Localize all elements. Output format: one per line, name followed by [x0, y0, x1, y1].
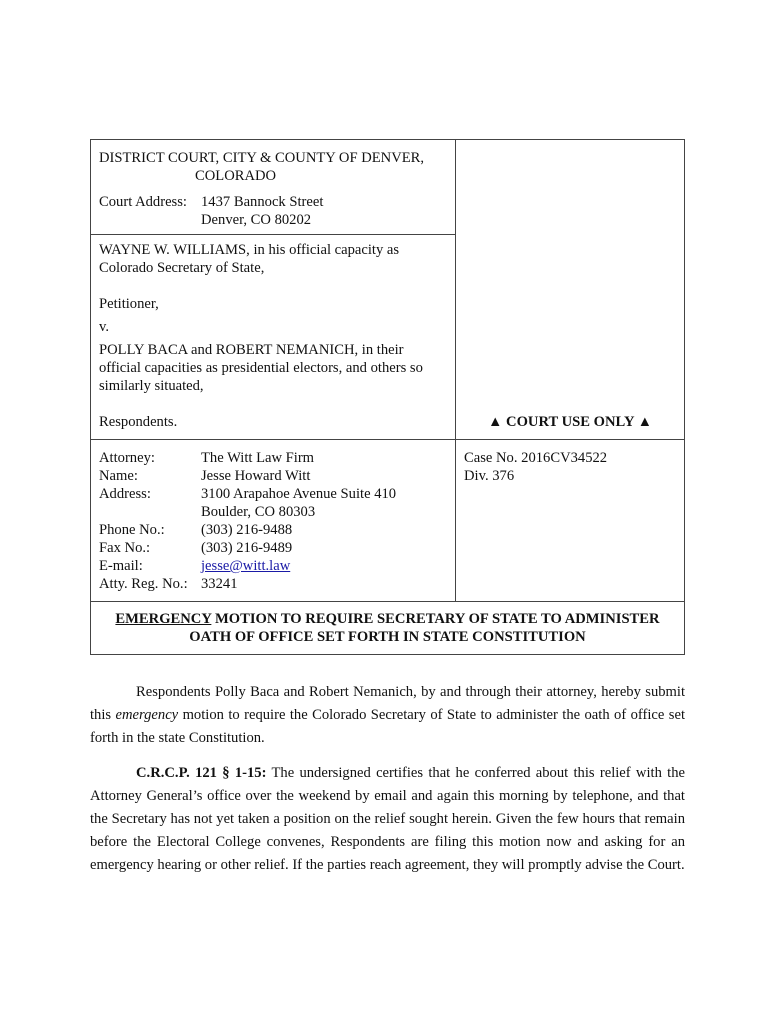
- court-name: DISTRICT COURT, CITY & COUNTY OF DENVER,: [99, 150, 425, 166]
- court-address-line2: Denver, CO 80202: [201, 212, 312, 228]
- attorney-address-line2: Boulder, CO 80303: [201, 504, 316, 520]
- p2-text: The undersigned certifies that he conferred about this relief with the Attorney General’s office over the weekend by email and again this morning by telephone, and that the Secretary has not yet taken a position on the relief sought herein. Given the few hours that remain before the Electoral College convenes, Respondents are filing this motion now and asking for an emergency hearing or other relief. If the parties reach agreement, they will promptly advise the Court.: [90, 765, 685, 873]
- case-caption: [90, 139, 685, 655]
- title-emphasis: EMERGENCY: [115, 611, 212, 627]
- p2-lead: C.R.C.P. 121 § 1-15:: [136, 765, 267, 781]
- name-label: Name:: [99, 468, 138, 484]
- caption-left-column: [91, 140, 456, 439]
- paragraph-1: [90, 681, 685, 750]
- attorney-label: Attorney:: [99, 450, 155, 466]
- attorney-block: [91, 440, 456, 601]
- caption-parties-row: [91, 140, 684, 440]
- title-line2: OATH OF OFFICE SET FORTH IN STATE CONSTITUTION: [189, 629, 586, 645]
- attorney-details: [99, 449, 447, 593]
- fax-label: Fax No.:: [99, 540, 151, 556]
- title-line1: MOTION TO REQUIRE SECRETARY OF STATE TO ADMINISTER: [211, 611, 660, 627]
- court-state: COLORADO: [195, 168, 277, 184]
- attorney-email-link[interactable]: jesse@witt.law: [201, 558, 291, 574]
- attorney-phone: (303) 216-9488: [201, 522, 293, 538]
- motion-title: [91, 602, 684, 654]
- court-address: [99, 193, 447, 211]
- attorney-name: Jesse Howard Witt: [201, 468, 311, 484]
- reg-label: Atty. Reg. No.:: [99, 576, 188, 592]
- court-use-only: [464, 149, 676, 431]
- parties-block: [99, 235, 447, 431]
- petitioner-line1: WAYNE W. WILLIAMS, in his official capacity as: [99, 242, 400, 258]
- respondent-line3: similarly situated,: [99, 378, 204, 394]
- respondent-line1: POLLY BACA and ROBERT NEMANICH, in their: [99, 342, 404, 358]
- title-row: [91, 602, 684, 654]
- p1-end: motion to require the Colorado Secretary of State to administer the oath of office set forth in the state Constitution.: [90, 707, 685, 746]
- p1-start: Respondents Polly Baca and Robert Nemanich, by and through their attorney, hereby submit this: [90, 684, 685, 723]
- petitioner-line2: Colorado Secretary of State,: [99, 260, 265, 276]
- address-label: Address:: [99, 486, 151, 502]
- respondent-role: Respondents.: [99, 414, 178, 430]
- case-info: [456, 440, 684, 601]
- court-block: [91, 140, 455, 235]
- attorney-firm: The Witt Law Firm: [201, 450, 315, 466]
- attorney-row: [91, 440, 684, 602]
- caption-right-column: [456, 140, 684, 439]
- paragraph-2: [90, 762, 685, 877]
- attorney-reg-number: 33241: [201, 576, 238, 592]
- versus: v.: [99, 319, 109, 335]
- attorney-address-line1: 3100 Arapahoe Avenue Suite 410: [201, 486, 397, 502]
- motion-body: [90, 681, 685, 889]
- attorney-fax: (303) 216-9489: [201, 540, 293, 556]
- court-address-line1: 1437 Bannock Street: [201, 194, 324, 210]
- division: Div. 376: [464, 468, 515, 484]
- email-label: E-mail:: [99, 558, 143, 574]
- respondent-line2: official capacities as presidential electors, and others so: [99, 360, 423, 376]
- court-address-2: [99, 211, 447, 229]
- petitioner-role: Petitioner,: [99, 296, 159, 312]
- phone-label: Phone No.:: [99, 522, 165, 538]
- p1-emphasis: emergency: [115, 707, 179, 723]
- case-number: Case No. 2016CV34522: [464, 450, 608, 466]
- court-address-label: Court Address:: [99, 194, 187, 210]
- court-use-only-label: ▲ COURT USE ONLY ▲: [487, 414, 653, 430]
